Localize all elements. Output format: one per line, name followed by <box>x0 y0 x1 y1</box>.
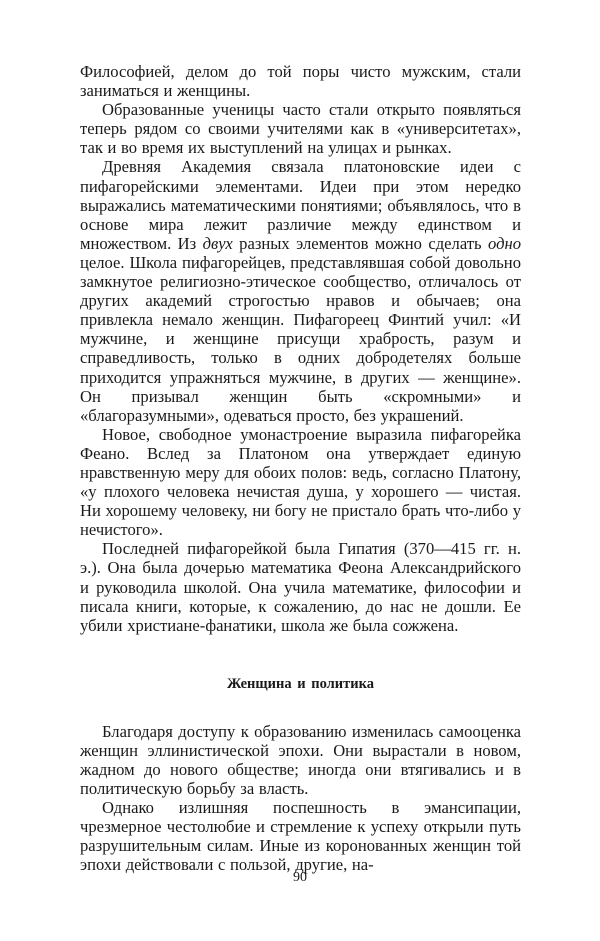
text-body-after-section <box>80 722 521 875</box>
paragraph <box>80 157 521 424</box>
section-title: Женщина и политика <box>227 675 374 692</box>
paragraph <box>80 100 521 157</box>
book-page <box>80 62 521 875</box>
paragraph <box>80 798 521 874</box>
paragraph <box>80 722 521 798</box>
text-segment: разных элементов можно сделать <box>232 233 488 253</box>
paragraph <box>80 62 521 100</box>
text-body-before-section <box>80 62 521 635</box>
paragraph <box>80 539 521 634</box>
text-segment: Новое, свободное умонастроение выразила пифагорейка Феано. Вслед за Платоном она утверждает единую нравственную меру для обоих полов: ведь, согласно Платону, «у плохого человека нечистая душа, у хорошего — чистая. Ни хорошему человеку, ни богу не пристало брать что-либо у нечистого». <box>80 424 521 540</box>
text-segment: Образованные ученицы часто стали открыто появляться теперь рядом со своими учителями как в «университетах», так и во время их выступлений на улицах и рынках. <box>80 100 521 158</box>
italic-text: двух <box>202 233 233 253</box>
text-segment: Древняя Академия связала платоновские идеи с пифагорейскими элементами. Идеи при этом нередко выражались математическими понятиями; объявлялось, что в основе мира лежит различие между единством и множеством. Из <box>80 157 521 253</box>
italic-text: одно <box>488 233 522 253</box>
paragraph <box>80 425 521 540</box>
text-segment: целое. Школа пифагорейцев, представлявшая собой довольно замкнутое религиозно-этическое сообщество, отличалось от других академий строгостью нравов и обычаев; она привлекла немало женщин. Пифагореец Финтий учил: «И мужчине, и женщине присущи храбрость, разум и справедливость, только в одних добродетелях больше приходится упражняться мужчине, в других — женщине». Он призывал женщин быть «скромными» и «благоразумными», одеваться просто, без украшений. <box>80 252 521 425</box>
text-segment: Последней пифагорейкой была Гипатия (370—415 гг. н. э.). Она была дочерью математика Феона Александрийского и руководила школой. Она учила математике, философии и писала книги, которые, к сожалению, до нас не дошли. Ее убили христиане-фанатики, школа же была сожжена. <box>80 539 521 635</box>
text-segment: Однако излишняя поспешность в эмансипации, чрезмерное честолюбие и стремление к успеху открыли путь разрушительным силам. Иные из коронованных женщин той эпохи действовали с пользой, другие, на- <box>80 798 521 875</box>
text-segment: Философией, делом до той поры чисто мужским, стали заниматься и женщины. <box>80 62 521 101</box>
text-segment: Благодаря доступу к образованию изменилась самооценка женщин эллинистической эпохи. Они вырастали в новом, жадном до нового обществе; иногда они втягивались и в политическую борьбу за власть. <box>80 721 521 799</box>
page-number: 90 <box>293 870 307 885</box>
